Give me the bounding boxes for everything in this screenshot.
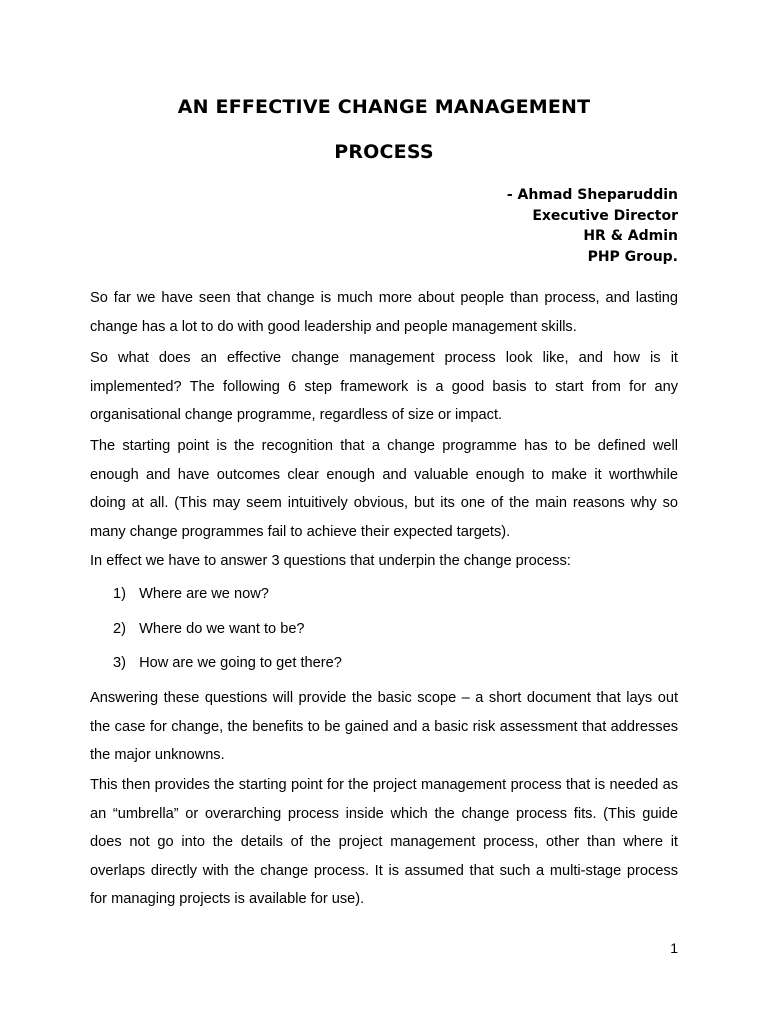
list-item (113, 615, 342, 650)
page-number: 1 (670, 940, 678, 956)
list-item (113, 580, 342, 615)
list-item-number: 2) (113, 620, 126, 637)
questions-list (113, 580, 342, 684)
paragraph: In effect we have to answer 3 questions that underpin the change process: (90, 553, 571, 569)
paragraph: So what does an effective change management process look like, and how is it implemented? The following 6 step framework is a good basis to start from for any organisational change programme, regardless of size or impact. (90, 350, 678, 424)
author-organization: PHP Group. (587, 248, 678, 265)
author-department: HR & Admin (583, 228, 678, 245)
author-block (507, 185, 678, 267)
list-item (113, 649, 342, 684)
list-item-text: How are we going to get there? (139, 655, 342, 672)
paragraph: This then provides the starting point for the project management process that is needed as an “umbrella” or overarching process inside which the change process fits. (This guide does not go into the details of the project management process, other than where it overlaps directly with the change process. It is assumed that such a multi-stage process for managing projects is available for use). (90, 777, 678, 908)
paragraph: So far we have seen that change is much more about people than process, and lasting change has a lot to do with good leadership and people management skills. (90, 290, 678, 335)
author-name: - Ahmad Sheparuddin (506, 187, 678, 203)
list-item-number: 1) (113, 586, 126, 602)
list-item-text: Where are we now? (139, 586, 269, 602)
list-item-number: 3) (113, 655, 126, 672)
paragraph: The starting point is the recognition that a change programme has to be defined well enough and have outcomes clear enough and valuable enough to make it worthwhile doing at all. (This may seem intuitively obvious, but its one of the main reasons why so many change programmes fail to achieve their expected targets). (90, 438, 678, 540)
author-position: Executive Director (532, 207, 678, 224)
list-item-text: Where do we want to be? (139, 620, 305, 637)
paragraph: Answering these questions will provide the basic scope – a short document that lays out the case for change, the benefits to be gained and a basic risk assessment that addresses the major unknowns. (90, 690, 678, 764)
document-title: AN EFFECTIVE CHANGE MANAGEMENT (177, 96, 591, 118)
document-title-continued: PROCESS (334, 141, 434, 163)
